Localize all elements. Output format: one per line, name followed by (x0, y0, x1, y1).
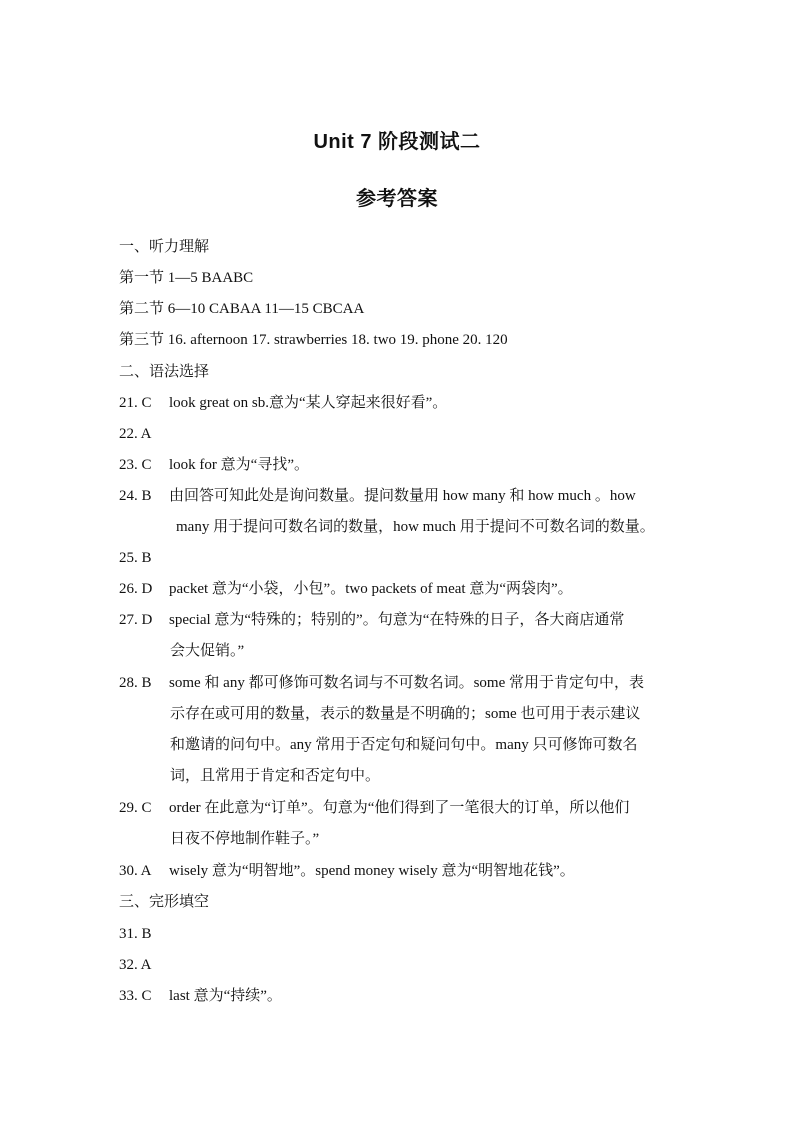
document-title: Unit 7 阶段测试二 (313, 131, 481, 153)
section-heading-listening: 一、听力理解 (119, 239, 210, 255)
answer-explanation: wisely 意为“明智地”。spend money wisely 意为“明智地花钱”。 (169, 863, 575, 879)
answer-number: 23. C (119, 457, 152, 473)
answer-number: 21. C (119, 395, 152, 411)
listening-part1: 第一节 1—5 BAABC (119, 270, 254, 286)
answer-item (119, 610, 624, 630)
answer-number: 33. C (119, 988, 152, 1004)
answer-explanation-continued: many 用于提问可数名词的数量，how much 用于提问不可数名词的数量。 (176, 519, 655, 535)
answer-explanation: 由回答可知此处是询问数量。提问数量用 how many 和 how much 。how (169, 488, 636, 504)
answer-number: 29. C (119, 800, 152, 816)
answer-explanation: look for 意为“寻找”。 (169, 457, 309, 473)
answer-explanation-continued: 词，且常用于肯定和否定句中。 (170, 768, 381, 784)
answer-explanation-continued: 示存在或可用的数量，表示的数量是不明确的；some 也可用于表示建议 (170, 706, 641, 722)
answer-item (119, 486, 636, 506)
answer-explanation: some 和 any 都可修饰可数名词与不可数名词。some 常用于肯定句中，表 (169, 675, 644, 691)
answer-explanation-continued: 会大促销。” (170, 643, 245, 659)
answer-item (119, 986, 282, 1006)
answer-item (119, 924, 169, 944)
answer-item (119, 861, 575, 881)
answer-number: 25. B (119, 550, 152, 566)
answer-number: 31. B (119, 926, 152, 942)
answer-item (119, 548, 169, 568)
answer-number: 30. A (119, 863, 152, 879)
answer-item (119, 955, 169, 975)
answer-number: 28. B (119, 675, 152, 691)
answer-explanation: packet 意为“小袋，小包”。two packets of meat 意为“两袋肉”。 (169, 581, 573, 597)
answer-item (119, 798, 629, 818)
answer-explanation: special 意为“特殊的；特别的”。句意为“在特殊的日子，各大商店通常 (169, 612, 625, 628)
answer-number: 24. B (119, 488, 152, 504)
answer-item (119, 393, 447, 413)
answer-number: 32. A (119, 957, 152, 973)
listening-part3: 第三节 16. afternoon 17. strawberries 18. two 19. phone 20. 120 (119, 332, 508, 348)
answer-explanation: look great on sb.意为“某人穿起来很好看”。 (169, 395, 448, 411)
answer-item (119, 455, 309, 475)
section-heading-cloze: 三、完形填空 (119, 894, 210, 910)
document-subtitle: 参考答案 (356, 188, 438, 210)
answer-item (119, 579, 573, 599)
section-heading-grammar: 二、语法选择 (119, 364, 210, 380)
answer-explanation-continued: 日夜不停地制作鞋子。” (170, 831, 320, 847)
answer-explanation-continued: 和邀请的问句中。any 常用于否定句和疑问句中。many 只可修饰可数名 (170, 737, 638, 753)
answer-number: 22. A (119, 426, 152, 442)
answer-number: 26. D (119, 581, 153, 597)
answer-item (119, 673, 644, 693)
listening-part2: 第二节 6—10 CABAA 11—15 CBCAA (119, 301, 365, 317)
answer-explanation: last 意为“持续”。 (169, 988, 282, 1004)
answer-number: 27. D (119, 612, 153, 628)
answer-explanation: order 在此意为“订单”。句意为“他们得到了一笔很大的订单，所以他们 (169, 800, 630, 816)
answer-item (119, 424, 169, 444)
